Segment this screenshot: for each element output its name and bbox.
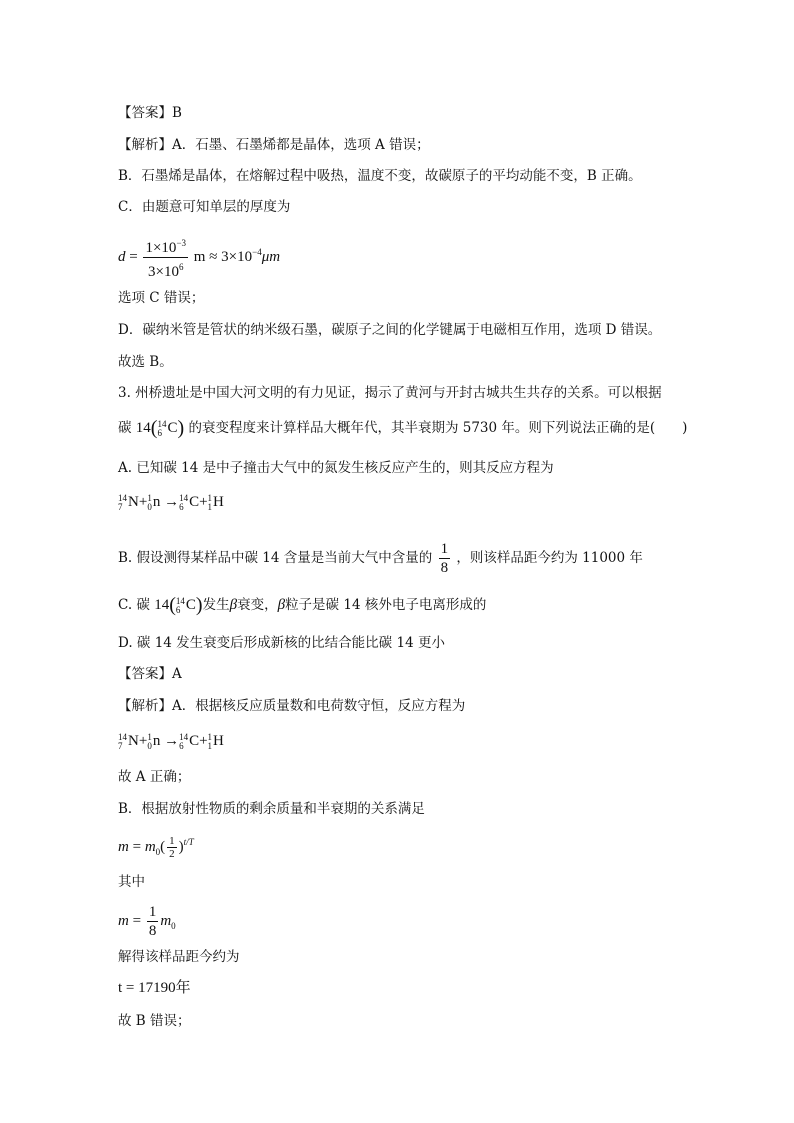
plus: + bbox=[138, 494, 148, 510]
neutron-symbol: n bbox=[152, 733, 161, 749]
eq-den-base: 3×10 bbox=[148, 264, 179, 280]
one-eighth bbox=[147, 903, 159, 940]
c14-nuclide bbox=[176, 595, 196, 615]
explanation-1-d: D．碳纳米管是管状的纳米级石墨，碳原子之间的化学键属于电磁相互作用，选项 D 错误。 bbox=[118, 322, 662, 338]
h-element: H bbox=[213, 733, 224, 749]
half-fraction bbox=[167, 835, 177, 860]
equals: = bbox=[132, 912, 142, 929]
c-atomic: 6 bbox=[179, 740, 184, 751]
m0-var: m bbox=[144, 839, 156, 855]
explanation-text: A．根据核反应质量数和电荷数守恒，反应方程为 bbox=[172, 698, 466, 714]
explanation-label: 【解析】 bbox=[118, 137, 172, 153]
frac-num: 1 bbox=[148, 904, 157, 920]
carbon14-symbol-2: 14( 14 6 C) bbox=[154, 594, 203, 616]
c-element: C bbox=[189, 733, 200, 749]
explanation-text: A．石墨、石墨烯都是晶体，选项 A 错误； bbox=[172, 137, 430, 153]
explanation-3-qizhong: 其中 bbox=[118, 874, 145, 890]
neutron-charge: 0 bbox=[147, 740, 152, 751]
stem-pre: 碳 bbox=[118, 420, 132, 436]
h-element: H bbox=[213, 494, 224, 510]
m0-sub: 0 bbox=[171, 920, 176, 931]
c-element: C bbox=[189, 494, 200, 510]
stem-post: 的衰变程度来计算样品大概年代，其半衰期为 5730 年。则下列说法正确的是( ) bbox=[188, 420, 688, 436]
atomic-number: 6 bbox=[175, 604, 181, 615]
exp-T: T bbox=[188, 837, 194, 847]
neutron-mass: 1 bbox=[147, 492, 152, 503]
answer-1 bbox=[118, 103, 182, 123]
option-b-post: ，则该样品距今约为 11000 年 bbox=[456, 550, 643, 566]
n-mass: 14 bbox=[118, 492, 127, 503]
plus: + bbox=[138, 733, 148, 749]
nitrogen-nuclide bbox=[118, 492, 139, 512]
eq-num-base: 1×10 bbox=[145, 240, 177, 256]
m0-sub: 0 bbox=[155, 847, 161, 857]
beta-symbol: β bbox=[229, 597, 238, 613]
explanation-3-b-end: 故 B 错误； bbox=[118, 1013, 191, 1029]
answer-label: 【答案】 bbox=[118, 105, 172, 121]
fraction-den: 8 bbox=[440, 560, 449, 576]
h-mass: 1 bbox=[207, 731, 213, 742]
plus: + bbox=[199, 733, 208, 749]
carbon-nuclide bbox=[179, 731, 199, 751]
n-element: N bbox=[128, 733, 139, 749]
carbon14-symbol: 14( 14 6 C) bbox=[135, 417, 185, 439]
option-b bbox=[118, 540, 643, 577]
n-atomic: 7 bbox=[118, 740, 123, 751]
explanation-label: 【解析】 bbox=[118, 698, 172, 714]
option-c-mid: 发生 bbox=[202, 597, 230, 613]
option-a: A. 已知碳 14 是中子撞击大气中的氮发生核反应产生的，则其反应方程为 bbox=[118, 460, 554, 476]
carbon-nuclide bbox=[179, 492, 199, 512]
exp-t: t bbox=[183, 837, 187, 847]
eq-fraction bbox=[143, 234, 188, 281]
explanation-1-b: B．石墨烯是晶体，在熔解过程中吸热，温度不变，故碳原子的平均动能不变，B 正确。 bbox=[118, 168, 642, 184]
explanation-1-c: C．由题意可知单层的厚度为 bbox=[118, 199, 291, 215]
neutron-charge: 0 bbox=[147, 501, 152, 512]
m-var: m bbox=[118, 912, 129, 929]
thickness-equation: d = $\frac{1\times 10^{-3}}{3\times 10^6}$ $m \approx 3\times 10^{-4}\mu m$ bbox=[118, 234, 280, 281]
option-c-end: 粒子是碳 14 核外电子电离形成的 bbox=[285, 597, 487, 613]
option-c-post: 衰变， bbox=[237, 597, 278, 613]
answer-value: B bbox=[172, 105, 182, 121]
plus: + bbox=[199, 494, 208, 510]
question-3-stem-2 bbox=[118, 418, 687, 438]
answer-label: 【答案】 bbox=[118, 666, 172, 682]
c-mass: 14 bbox=[179, 492, 189, 503]
element: C bbox=[185, 597, 196, 613]
neutron-symbol: n bbox=[152, 494, 161, 510]
eq-den-exp: 6 bbox=[178, 262, 184, 272]
decay-formula: $m = m_0$( $\frac{1}{2}$ )$^{t/T}$ bbox=[118, 835, 194, 861]
neutron bbox=[147, 492, 160, 512]
reaction-equation-2 bbox=[118, 731, 224, 751]
explanation-1-conclusion: 故选 B。 bbox=[118, 354, 173, 370]
nitrogen-nuclide bbox=[118, 731, 139, 751]
explanation-3-a-end: 故 A 正确； bbox=[118, 769, 191, 785]
h-mass: 1 bbox=[207, 492, 213, 503]
beta-symbol-2: β bbox=[277, 597, 286, 613]
mass-ratio-equation bbox=[118, 903, 176, 940]
eq-num-exp: −3 bbox=[176, 238, 187, 248]
n-atomic: 7 bbox=[118, 501, 123, 512]
half-den: 2 bbox=[169, 848, 175, 861]
c14-number: 14 bbox=[154, 597, 170, 613]
fraction-num: 1 bbox=[440, 541, 449, 557]
mass-number: 14 bbox=[175, 595, 185, 606]
explanation-1-c-end: 选项 C 错误； bbox=[118, 290, 205, 306]
hydrogen-nuclide bbox=[208, 492, 224, 512]
eq-denominator bbox=[143, 258, 188, 281]
eq-rhs: m ≈ 3×10 bbox=[193, 248, 253, 265]
neutron bbox=[147, 731, 160, 751]
decay-exponent: t/T bbox=[183, 837, 194, 847]
explanation-3-b: B．根据放射性物质的剩余质量和半衰期的关系满足 bbox=[118, 801, 425, 817]
explanation-1-a bbox=[118, 135, 430, 155]
option-d: D. 碳 14 发生衰变后形成新核的比结合能比碳 14 更小 bbox=[118, 635, 445, 651]
arrow: → bbox=[164, 733, 180, 749]
half-num: 1 bbox=[169, 835, 175, 848]
reaction-equation-1 bbox=[118, 492, 224, 512]
element: C bbox=[167, 420, 178, 436]
eq-numerator bbox=[143, 234, 188, 258]
equals: = bbox=[132, 839, 142, 855]
c14-number: 14 bbox=[135, 420, 151, 436]
h-atomic: 1 bbox=[207, 740, 213, 751]
m-var: m bbox=[118, 839, 129, 855]
question-3-stem-1: 3. 州桥遗址是中国大河文明的有力见证，揭示了黄河与开封古城共生共存的关系。可以根据 bbox=[118, 385, 662, 401]
c-atomic: 6 bbox=[179, 501, 184, 512]
hydrogen-nuclide bbox=[208, 731, 224, 751]
c14-nuclide bbox=[157, 418, 177, 438]
mass-number: 14 bbox=[157, 418, 167, 429]
explanation-3-solve: 解得该样品距今约为 bbox=[118, 949, 240, 965]
frac-den: 8 bbox=[148, 923, 157, 939]
h-atomic: 1 bbox=[207, 501, 213, 512]
explanation-3-a bbox=[118, 696, 465, 716]
option-b-pre: B. 假设测得某样品中碳 14 含量是当前大气中含量的 bbox=[118, 550, 433, 566]
n-mass: 14 bbox=[118, 731, 127, 742]
atomic-number: 6 bbox=[157, 427, 162, 438]
m0-var: m bbox=[160, 912, 172, 929]
answer-value: A bbox=[172, 666, 182, 682]
eq-d: d bbox=[118, 248, 126, 265]
answer-3 bbox=[118, 664, 182, 684]
option-c-pre: C. 碳 bbox=[118, 597, 150, 613]
n-element: N bbox=[128, 494, 139, 510]
option-c bbox=[118, 595, 486, 615]
c-mass: 14 bbox=[179, 731, 189, 742]
neutron-mass: 1 bbox=[147, 731, 152, 742]
arrow: → bbox=[164, 494, 180, 510]
eq-unit: μm bbox=[261, 248, 281, 265]
result-t: t = 17190年 bbox=[118, 980, 191, 996]
one-eighth-fraction bbox=[439, 540, 451, 577]
eq-rhs-exp: −4 bbox=[252, 246, 262, 257]
